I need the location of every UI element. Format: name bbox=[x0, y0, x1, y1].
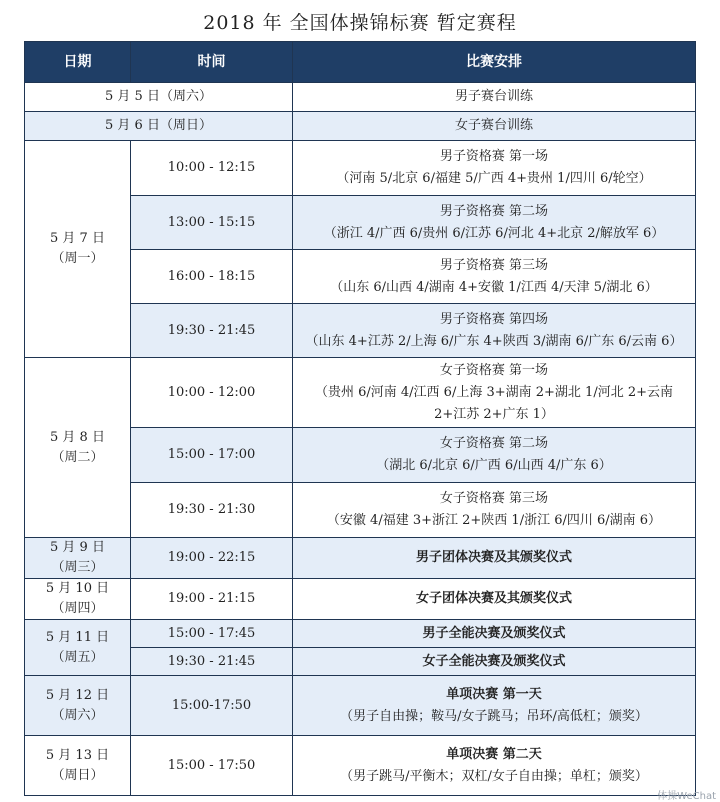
date-cell bbox=[25, 538, 131, 579]
schedule-table bbox=[24, 41, 696, 796]
event-title: 男子资格赛 第一场 bbox=[439, 149, 549, 164]
event-teams: （山东 6/山西 4/湖南 4+安徽 1/江西 4/天津 5/湖北 6） bbox=[330, 279, 658, 295]
weekday-label: （周一） bbox=[51, 251, 104, 266]
date-cell bbox=[25, 620, 131, 676]
event-cell bbox=[293, 676, 696, 736]
event-cell bbox=[293, 141, 696, 196]
event-cell bbox=[293, 304, 696, 358]
weekday-label: （周四） bbox=[51, 601, 104, 616]
date-cell: 5 月 6 日（周日） bbox=[25, 112, 293, 141]
weekday-label: （周三） bbox=[51, 560, 104, 575]
time-cell: 19:00 - 21:15 bbox=[131, 579, 293, 620]
table-row bbox=[25, 676, 696, 736]
event-details: （男子自由操；鞍马/女子跳马；吊环/高低杠；颁奖） bbox=[340, 708, 648, 724]
time-cell: 15:00 - 17:45 bbox=[131, 620, 293, 648]
date-label: 5 月 13 日 bbox=[45, 747, 110, 763]
date-cell bbox=[25, 736, 131, 796]
event-title: 男子资格赛 第三场 bbox=[439, 257, 549, 273]
table-header-row bbox=[25, 42, 696, 83]
event-cell bbox=[293, 358, 696, 428]
time-cell: 15:00 - 17:00 bbox=[131, 428, 293, 483]
table-row bbox=[25, 538, 696, 579]
date-label: 5 月 9 日 bbox=[50, 540, 105, 555]
weekday-label: （周日） bbox=[51, 767, 104, 783]
date-cell bbox=[25, 358, 131, 538]
date-label: 5 月 7 日 bbox=[50, 231, 105, 246]
event-cell bbox=[293, 483, 696, 538]
table-row bbox=[25, 358, 696, 428]
event-title: 男子资格赛 第二场 bbox=[439, 203, 549, 219]
weekday-label: （周五） bbox=[51, 649, 104, 665]
weekday-label: （周六） bbox=[51, 707, 104, 723]
date-label: 5 月 8 日 bbox=[50, 429, 105, 445]
time-cell: 10:00 - 12:00 bbox=[131, 358, 293, 428]
time-cell: 15:00 - 17:50 bbox=[131, 736, 293, 796]
table-row bbox=[25, 736, 696, 796]
header-event: 比赛安排 bbox=[293, 42, 696, 83]
event-cell: 男子全能决赛及颁奖仪式 bbox=[293, 620, 696, 648]
event-teams: （湖北 6/北京 6/广西 6/山西 4/广东 6） bbox=[376, 458, 612, 473]
event-cell: 女子团体决赛及其颁奖仪式 bbox=[293, 579, 696, 620]
time-cell: 19:30 - 21:30 bbox=[131, 483, 293, 538]
date-label: 5 月 11 日 bbox=[45, 629, 110, 645]
time-cell: 13:00 - 15:15 bbox=[131, 196, 293, 250]
event-title: 女子资格赛 第一场 bbox=[439, 362, 549, 378]
header-time: 时间 bbox=[131, 42, 293, 83]
event-cell bbox=[293, 428, 696, 483]
date-label: 5 月 12 日 bbox=[45, 687, 110, 703]
event-cell: 男子赛台训练 bbox=[293, 83, 696, 112]
date-cell: 5 月 5 日（周六） bbox=[25, 83, 293, 112]
header-date: 日期 bbox=[25, 42, 131, 83]
event-title: 单项决赛 第二天 bbox=[446, 746, 542, 762]
time-cell: 19:30 - 21:45 bbox=[131, 304, 293, 358]
date-cell bbox=[25, 141, 131, 358]
date-label: 5 月 10 日 bbox=[45, 581, 110, 596]
time-cell: 19:30 - 21:45 bbox=[131, 648, 293, 676]
event-cell bbox=[293, 196, 696, 250]
event-cell: 男子团体决赛及其颁奖仪式 bbox=[293, 538, 696, 579]
event-title: 男子资格赛 第四场 bbox=[439, 311, 549, 327]
event-details: （男子跳马/平衡木；双杠/女子自由操；单杠；颁奖） bbox=[340, 768, 648, 784]
event-teams: （浙江 4/广西 6/贵州 6/江苏 6/河北 4+北京 2/解放军 6） bbox=[323, 225, 665, 241]
event-cell: 女子赛台训练 bbox=[293, 112, 696, 141]
event-cell: 女子全能决赛及颁奖仪式 bbox=[293, 648, 696, 676]
table-row bbox=[25, 141, 696, 196]
page-title: 2018 年 全国体操锦标赛 暂定赛程 bbox=[203, 12, 517, 34]
event-teams: （安徽 4/福建 3+浙江 2+陕西 1/浙江 6/四川 6/湖南 6） bbox=[326, 513, 662, 528]
watermark: 体操WeChat bbox=[657, 791, 716, 802]
time-cell: 15:00-17:50 bbox=[131, 676, 293, 736]
event-teams: （山东 4+江苏 2/上海 6/广东 4+陕西 3/湖南 6/广东 6/云南 6） bbox=[305, 333, 683, 349]
event-title: 女子资格赛 第二场 bbox=[439, 436, 549, 451]
time-cell: 16:00 - 18:15 bbox=[131, 250, 293, 304]
time-cell: 10:00 - 12:15 bbox=[131, 141, 293, 196]
event-cell bbox=[293, 736, 696, 796]
date-cell bbox=[25, 579, 131, 620]
event-title: 单项决赛 第一天 bbox=[446, 686, 542, 702]
event-teams-cont: 2+江苏 2+广东 1） bbox=[434, 406, 554, 422]
table-row bbox=[25, 83, 696, 112]
date-cell bbox=[25, 676, 131, 736]
time-cell: 19:00 - 22:15 bbox=[131, 538, 293, 579]
event-cell bbox=[293, 250, 696, 304]
table-row bbox=[25, 620, 696, 648]
weekday-label: （周二） bbox=[51, 449, 104, 465]
event-teams: （河南 5/北京 6/福建 5/广西 4+贵州 1/四川 6/轮空） bbox=[336, 171, 652, 186]
event-title: 女子资格赛 第三场 bbox=[439, 491, 549, 506]
table-row bbox=[25, 579, 696, 620]
event-teams: （贵州 6/河南 4/江西 6/上海 3+湖南 2+湖北 1/河北 2+云南 bbox=[314, 384, 674, 400]
table-row bbox=[25, 112, 696, 141]
